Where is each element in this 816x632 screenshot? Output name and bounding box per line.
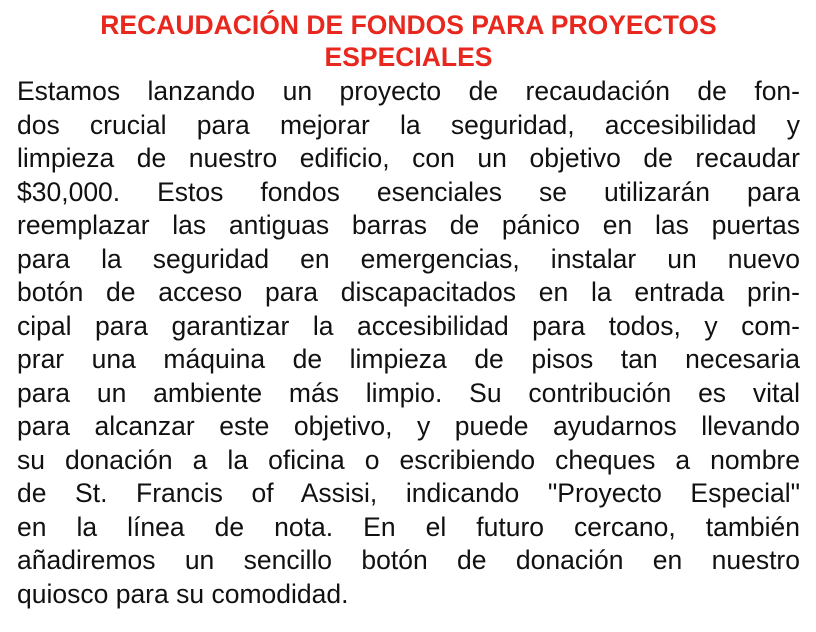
- body-line: reemplazar las antiguas barras de pánico en las puertas: [17, 210, 800, 240]
- body-line: para la seguridad en emergencias, instalar un nuevo: [17, 243, 800, 274]
- title-line-2: ESPECIALES: [324, 42, 493, 72]
- body-line: $30,000. Estos fondos esenciales se utilizarán para: [17, 176, 800, 207]
- body-line: en la línea de nota. En el futuro cercano, también: [17, 511, 800, 542]
- body-line: añadiremos un sencillo botón de donación en nuestro: [17, 545, 800, 575]
- body-line: su donación a la oficina o escribiendo cheques a nombre: [17, 444, 800, 475]
- body-line: quiosco para su comodidad.: [17, 578, 349, 609]
- body-line: de St. Francis of Assisi, indicando "Proyecto Especial": [17, 478, 800, 508]
- document-page: [17, 0, 800, 611]
- page-title: [17, 9, 800, 73]
- body-paragraph: [17, 75, 800, 611]
- body-line: prar una máquina de limpieza de pisos tan necesaria: [17, 344, 800, 374]
- body-line: limpieza de nuestro edificio, con un objetivo de recaudar: [17, 143, 800, 173]
- body-line: dos crucial para mejorar la seguridad, accesibilidad y: [17, 109, 800, 140]
- body-line: cipal para garantizar la accesibilidad para todos, y com-: [17, 310, 800, 341]
- body-line: botón de acceso para discapacitados en la entrada prin-: [17, 277, 800, 307]
- body-line: Estamos lanzando un proyecto de recaudación de fon-: [17, 76, 800, 106]
- title-line-1: RECAUDACIÓN DE FONDOS PARA PROYECTOS: [100, 10, 717, 40]
- body-line: para un ambiente más limpio. Su contribución es vital: [17, 377, 800, 408]
- body-line: para alcanzar este objetivo, y puede ayudarnos llevando: [17, 411, 800, 441]
